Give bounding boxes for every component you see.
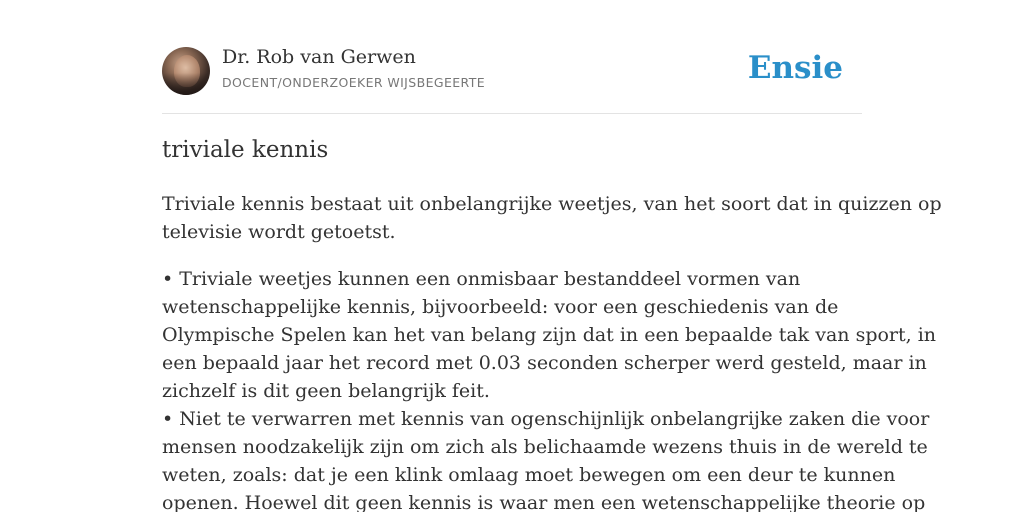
intro-line: televisie wordt getoetst. — [162, 221, 396, 243]
body-line: • Niet te verwarren met kennis van ogenschijnlijk onbelangrijke zaken die voor — [162, 408, 930, 430]
avatar-shade — [162, 73, 210, 95]
author-role: DOCENT/ONDERZOEKER WIJSBEGEERTE — [222, 75, 486, 90]
body-paragraph — [162, 265, 937, 512]
brand-logo[interactable]: Ensie — [747, 50, 843, 86]
article-content — [162, 190, 942, 512]
author-name[interactable]: Dr. Rob van Gerwen — [222, 46, 416, 68]
body-line: zichzelf is dit geen belangrijk feit. — [162, 380, 490, 402]
intro-paragraph — [162, 190, 942, 246]
body-line: Olympische Spelen kan het van belang zijn dat in een bepaalde tak van sport, in — [162, 324, 937, 346]
author-avatar[interactable] — [162, 47, 210, 95]
body-line: mensen noodzakelijk zijn om zich als belichaamde wezens thuis in de wereld te — [162, 436, 928, 458]
author-header — [162, 46, 862, 96]
body-line: • Triviale weetjes kunnen een onmisbaar bestanddeel vormen van — [162, 268, 801, 290]
article-title: triviale kennis — [162, 137, 329, 163]
header-divider — [162, 113, 862, 114]
body-line: openen. Hoewel dit geen kennis is waar men een wetenschappelijke theorie op — [162, 492, 926, 512]
body-line: een bepaald jaar het record met 0.03 seconden scherper werd gesteld, maar in — [162, 352, 927, 374]
body-line: wetenschappelijke kennis, bijvoorbeeld: voor een geschiedenis van de — [162, 296, 839, 318]
intro-line: Triviale kennis bestaat uit onbelangrijke weetjes, van het soort dat in quizzen op — [162, 193, 942, 215]
body-line: weten, zoals: dat je een klink omlaag moet bewegen om een deur te kunnen — [162, 464, 896, 486]
